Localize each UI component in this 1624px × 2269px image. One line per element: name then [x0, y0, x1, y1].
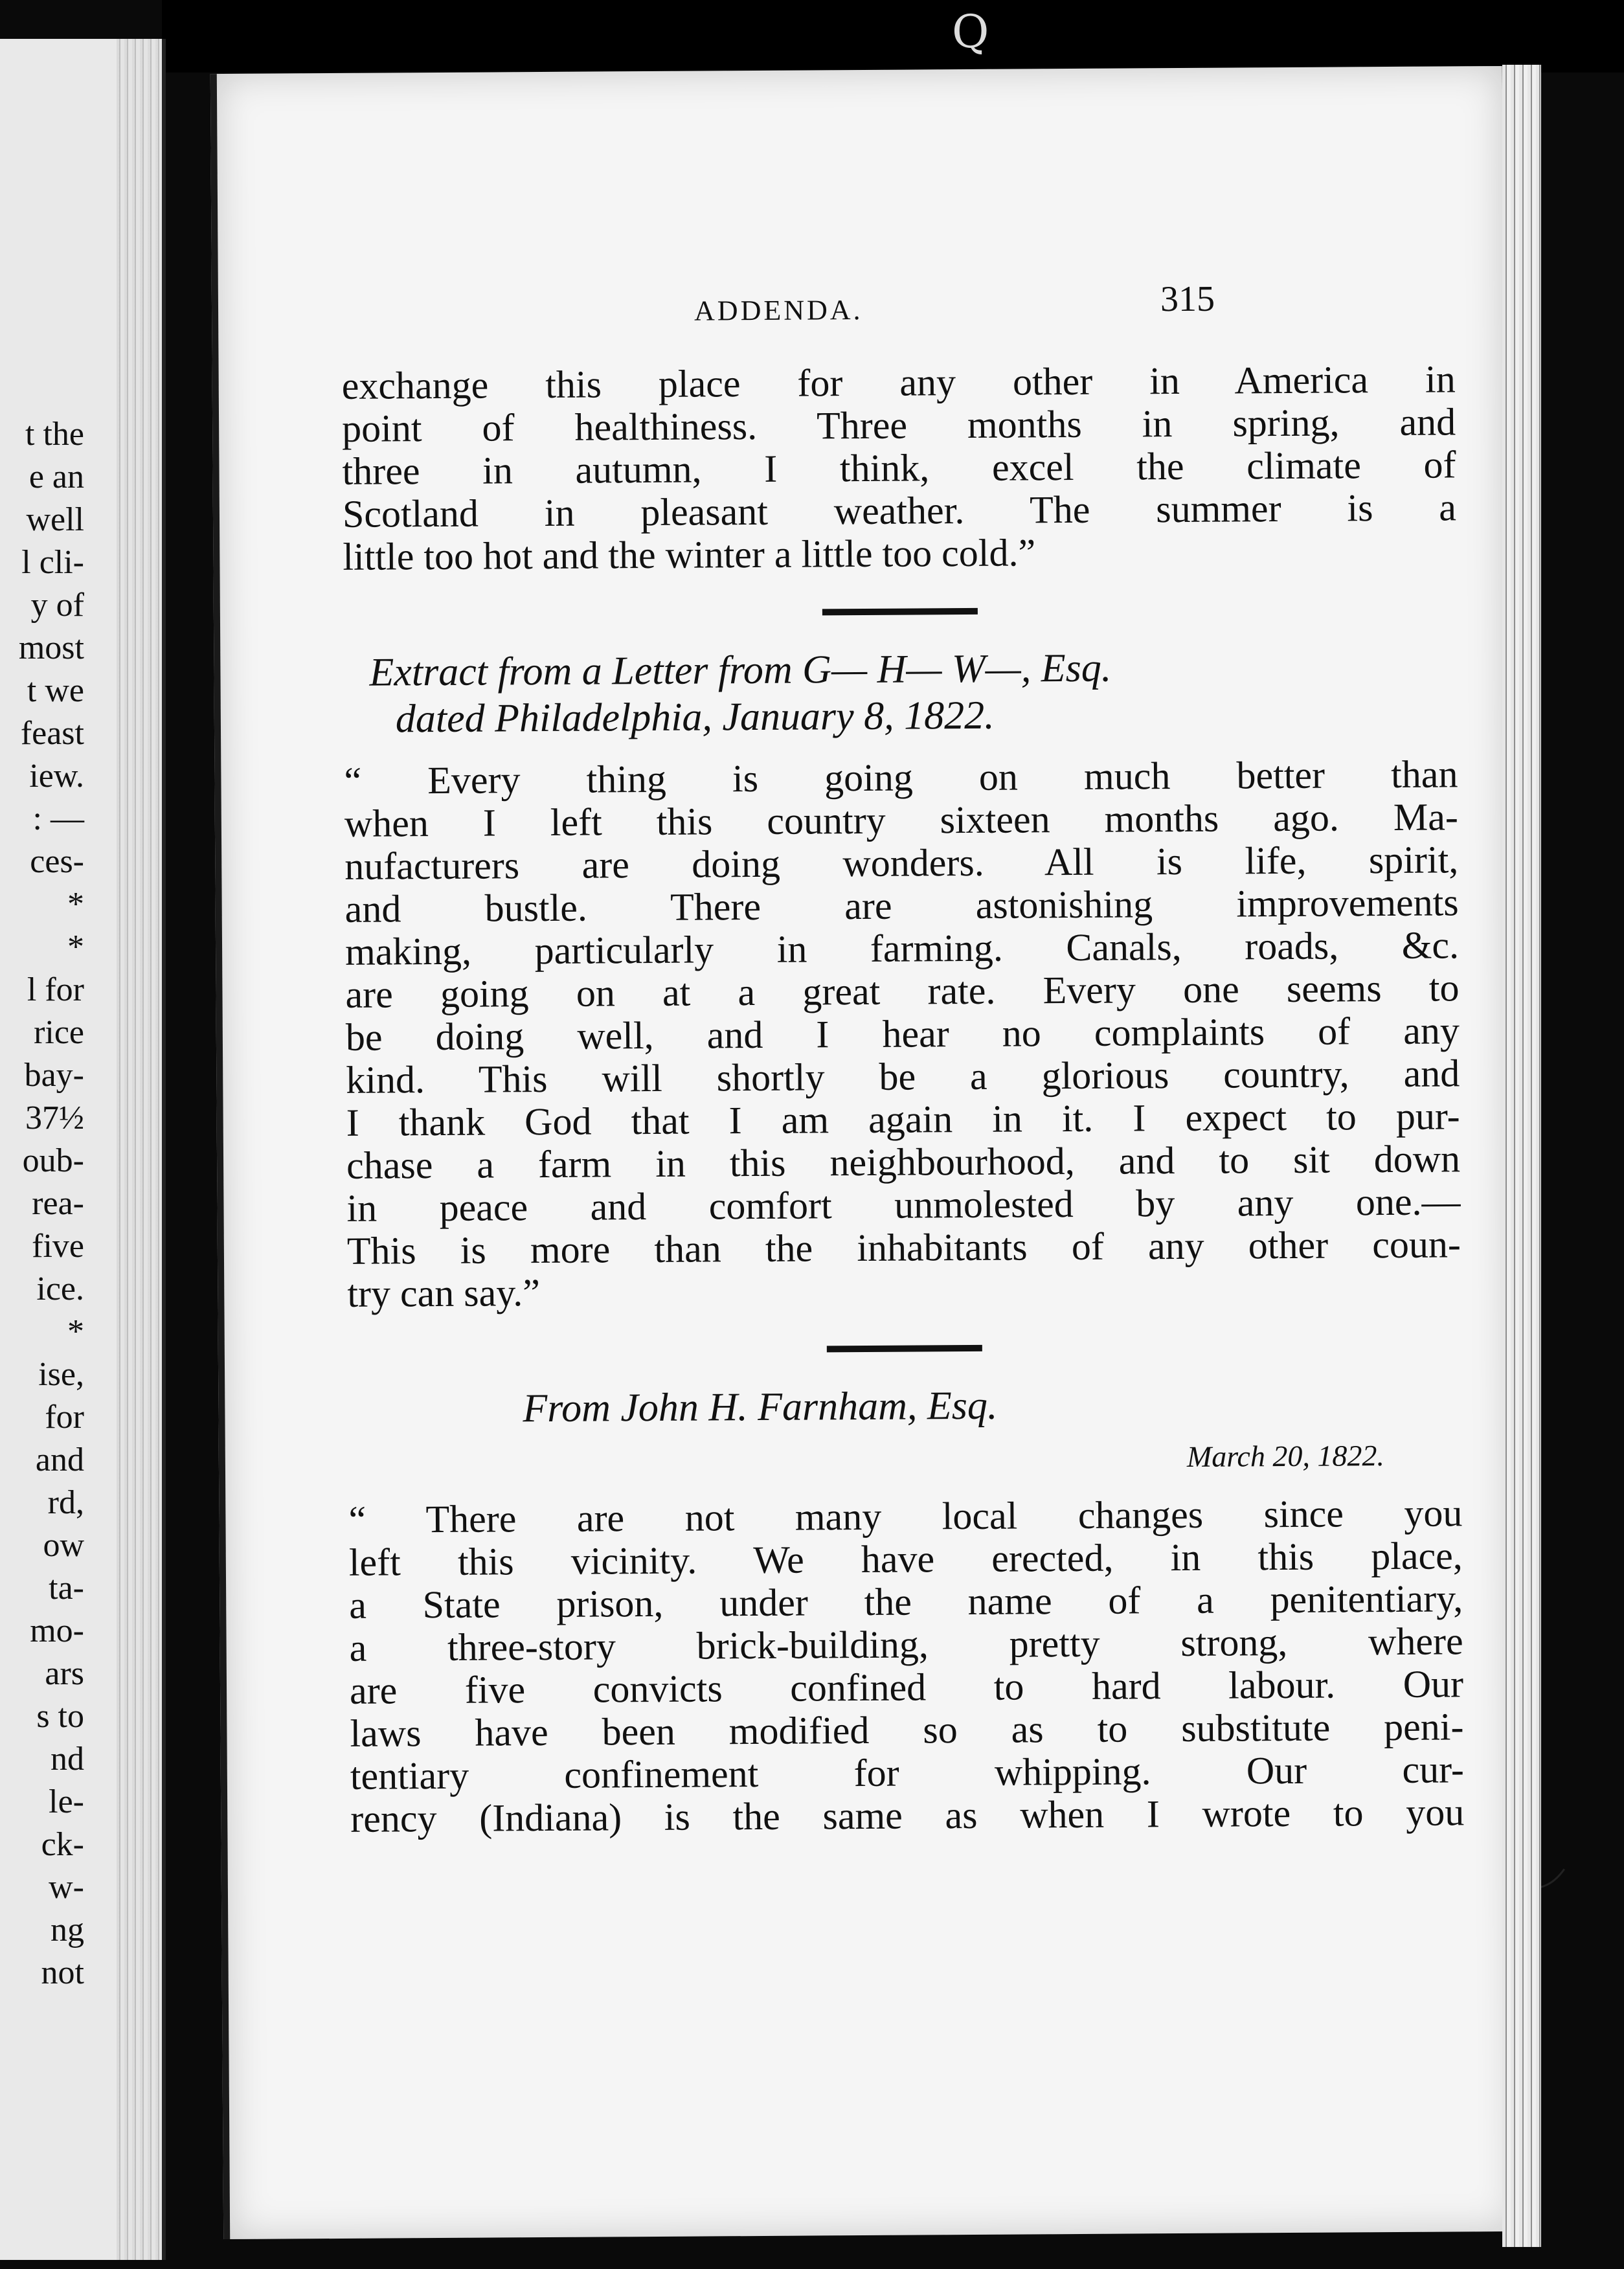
text-line: be doing well, and I hear no complaints of any: [345, 1009, 1460, 1059]
left-page-fragment: for: [45, 1399, 84, 1436]
page-number: 315: [1160, 278, 1215, 320]
left-facing-page: [0, 39, 166, 2260]
left-page-fragment: ise,: [38, 1356, 84, 1393]
running-head: ADDENDA.: [694, 293, 863, 327]
extract-dateline: dated Philadelphia, January 8, 1822.: [395, 693, 995, 741]
left-page-fragment: *: [67, 1313, 84, 1350]
text-line: I thank God that I am again in it. I expect to pur-: [346, 1094, 1460, 1144]
left-page-fragment: : —: [32, 800, 84, 837]
text-line: little too hot and the winter a little too cold.”: [343, 531, 1036, 578]
scan-top-shadow: [162, 0, 1624, 73]
left-page-fragment: *: [67, 929, 84, 965]
left-page-fragment: oub-: [22, 1142, 84, 1179]
text-line: “ Every thing is going on much better than: [344, 752, 1458, 802]
page-edge-stack: [1502, 65, 1541, 2247]
left-page-fragment: l for: [27, 971, 84, 1008]
text-line: This is more than the inhabitants of any other coun-: [346, 1223, 1461, 1272]
left-page-fragment: ice.: [36, 1270, 84, 1307]
left-page-fragment: five: [32, 1228, 84, 1265]
farnham-heading: From John H. Farnham, Esq.: [523, 1383, 998, 1431]
text-line: and bustle. There are astonishing improvements: [344, 881, 1459, 931]
left-page-fragment: not: [41, 1954, 84, 1991]
text-line: three in autumn, I think, excel the climate of: [342, 443, 1456, 493]
section-divider: [827, 1345, 982, 1352]
left-page-fragment: w-: [49, 1869, 84, 1906]
left-page-fragment: e an: [28, 458, 84, 495]
left-page-fragment: most: [18, 629, 84, 666]
left-page-fragment: rice: [34, 1014, 84, 1051]
text-line: when I left this country sixteen months ago. Ma-: [344, 795, 1459, 845]
left-page-fragment: le-: [49, 1783, 84, 1820]
left-page-fragment: l cli-: [21, 544, 84, 581]
left-page-fragment: y of: [30, 587, 84, 624]
text-line: Scotland in pleasant weather. The summer is a: [342, 486, 1457, 536]
text-line: making, particularly in farming. Canals, roads, &c.: [344, 923, 1460, 973]
text-line: a State prison, under the name of a penitentiary,: [349, 1577, 1463, 1627]
left-page-fragment: s to: [36, 1698, 84, 1735]
left-page-text-fragments: [0, 413, 84, 1994]
left-page-fragment: mo-: [30, 1612, 84, 1649]
text-line: nufacturers are doing wonders. All is life, spirit,: [344, 838, 1459, 888]
left-page-fragment: ces-: [30, 843, 84, 880]
text-line: a three-story brick-building, pretty strong, where: [349, 1620, 1463, 1669]
text-line: are five convicts confined to hard labour. Our: [349, 1662, 1464, 1712]
text-line: laws have been modified so as to substitute peni-: [350, 1705, 1464, 1755]
left-page-fragment: ow: [43, 1527, 84, 1564]
left-page-fragment: rd,: [47, 1484, 84, 1521]
left-page-fragment: and: [35, 1441, 84, 1478]
text-line: point of healthiness. Three months in spring, and: [341, 400, 1456, 450]
text-line: kind. This will shortly be a glorious country, and: [346, 1052, 1460, 1101]
letter-continuation: [342, 357, 1457, 578]
farnham-letter: [348, 1379, 1464, 1840]
section-divider: [822, 608, 978, 615]
left-page-fragment: ta-: [49, 1570, 84, 1607]
left-page-fragment: nd: [51, 1741, 84, 1778]
text-line: rency (Indiana) is the same as when I wrote to you: [350, 1790, 1465, 1840]
left-page-fragment: bay-: [24, 1057, 84, 1094]
text-line: tentiary confinement for whipping. Our cur-: [350, 1748, 1465, 1798]
left-page-edge: [117, 39, 162, 2260]
left-page-fragment: feast: [20, 715, 84, 752]
text-line: in peace and comfort unmolested by any one.—: [346, 1180, 1461, 1230]
text-line: try can say.”: [347, 1271, 541, 1315]
left-page-fragment: ng: [51, 1912, 84, 1948]
main-page: [210, 66, 1515, 2239]
philadelphia-letter-extract: [343, 642, 1461, 1315]
left-page-fragment: iew.: [29, 758, 84, 795]
left-page-fragment: ars: [45, 1655, 84, 1692]
page-body: [342, 357, 1465, 1840]
text-line: are going on at a great rate. Every one seems to: [345, 966, 1460, 1016]
left-page-fragment: rea-: [32, 1185, 84, 1222]
extract-heading: Extract from a Letter from G— H— W—, Esq.: [369, 646, 1112, 695]
text-line: “ There are not many local changes since you: [348, 1491, 1463, 1541]
text-line: left this vicinity. We have erected, in this place,: [348, 1534, 1463, 1584]
text-line: chase a farm in this neighbourhood, and to sit down: [346, 1137, 1461, 1187]
text-line: exchange this place for any other in America in: [341, 357, 1456, 407]
left-page-fragment: *: [67, 886, 84, 923]
scan-top-mark: Q: [952, 5, 989, 58]
left-page-fragment: ck-: [41, 1826, 84, 1863]
left-page-fragment: 37½: [25, 1100, 84, 1136]
left-page-fragment: t we: [27, 672, 84, 709]
left-page-fragment: t the: [25, 416, 84, 453]
left-page-fragment: well: [26, 501, 84, 538]
farnham-date: March 20, 1822.: [1186, 1439, 1385, 1473]
